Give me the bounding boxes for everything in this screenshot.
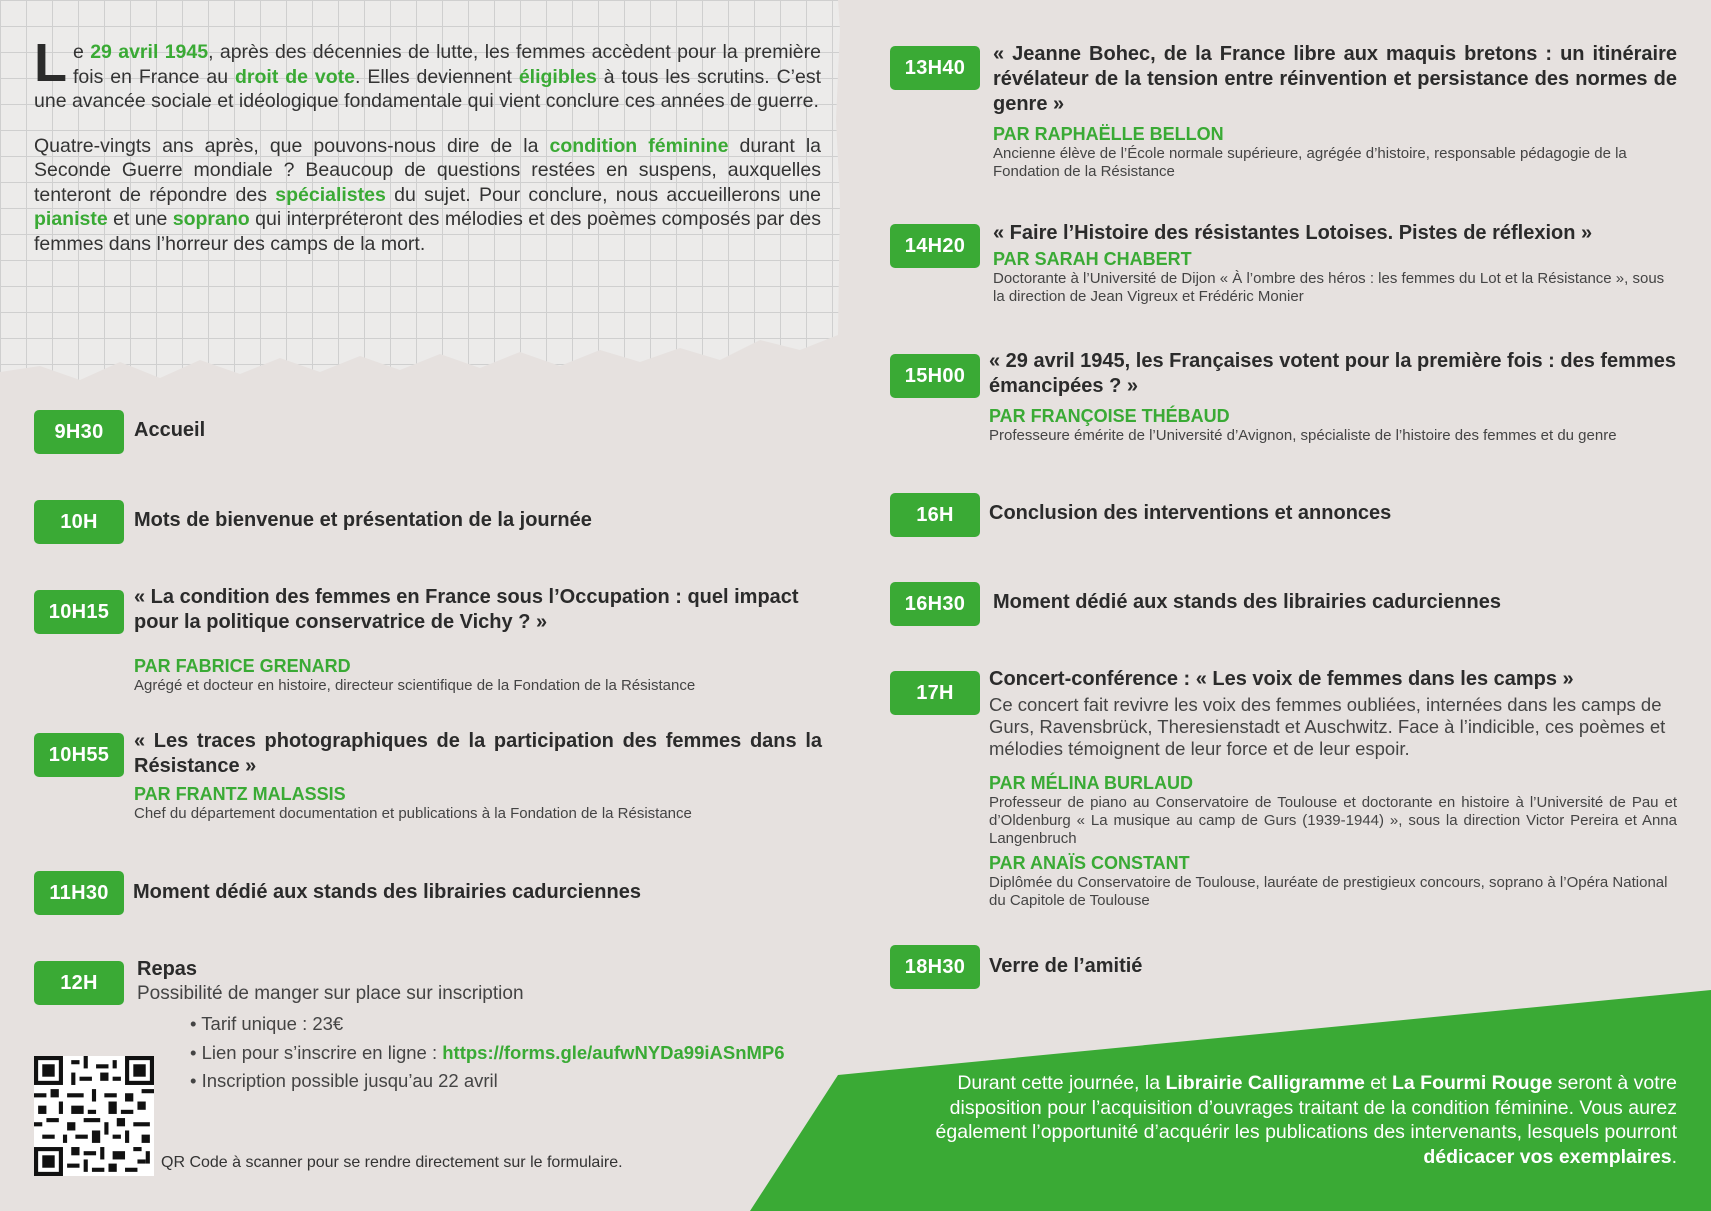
- time-badge-17h: 17H: [890, 671, 980, 715]
- agenda-item-17h: [989, 667, 1677, 910]
- agenda-title: « Faire l’Histoire des résistantes Lotoises. Pistes de réflexion »: [993, 222, 1593, 244]
- agenda-title: Accueil: [134, 419, 206, 441]
- agenda-title: Mots de bienvenue et présentation de la journée: [134, 509, 592, 531]
- notice-dedicace: dédicacer vos exemplaires: [1423, 1145, 1672, 1168]
- time-badge-10h: 10H: [34, 500, 124, 544]
- time-badge-10h55: 10H55: [34, 733, 124, 777]
- link-label: • Lien pour s’inscrire en ligne :: [190, 1041, 443, 1063]
- intro-p2-s4: du sujet. Pour conclure, nous accueillerons une: [385, 183, 821, 206]
- intro-p2-s1: condition féminine: [549, 134, 729, 157]
- notice-s1: Durant cette journée, la: [957, 1072, 1166, 1094]
- registration-link[interactable]: https://forms.gle/aufwNYDa99iASnMP6: [442, 1041, 785, 1063]
- time-badge-15h00: 15H00: [890, 354, 980, 398]
- time-badge-11h30: 11H30: [34, 871, 124, 915]
- intro-p1-s1: 29 avril 1945: [90, 41, 209, 63]
- intro-p2-s2: durant la Seconde Guerre mondiale ? Beaucoup de questions restées en suspens, auxquelles tenteront de répondre des: [34, 134, 821, 206]
- time-badge-16h: 16H: [890, 493, 980, 537]
- concert-description: Ce concert fait revivre les voix des femmes oubliées, internées dans les camps de Gurs, Ravensbrück, Theresienstadt et Auschwitz. Face à l’indicible, ces poèmes et mélodies témoignent de leur force et de leur espoir.: [989, 694, 1666, 759]
- agenda-title: Moment dédié aux stands des librairies cadurciennes: [133, 881, 641, 903]
- price-bullet: • Tarif unique : 23€: [190, 1013, 344, 1034]
- speaker-name: PAR SARAH CHABERT: [993, 249, 1192, 269]
- time-badge-9h30: 9H30: [34, 410, 124, 454]
- agenda-item-18h30: [989, 954, 1677, 979]
- agenda-item-16h30: [993, 590, 1677, 615]
- agenda-title: « 29 avril 1945, les Françaises votent pour la première fois : des femmes émancipées ? »: [989, 350, 1676, 397]
- notice-s2: et: [1364, 1072, 1392, 1094]
- agenda-item-11h30: [133, 880, 823, 905]
- agenda-item-10h55: [134, 729, 822, 823]
- speaker-name: PAR MÉLINA BURLAUD: [989, 773, 1193, 793]
- qr-caption: QR Code à scanner pour se rendre directement sur le formulaire.: [161, 1154, 623, 1171]
- agenda-item-16h: [989, 501, 1677, 526]
- intro-p2-s6: et une: [107, 208, 173, 230]
- link-bullet: [190, 1039, 785, 1068]
- agenda-title: Concert-conférence : « Les voix de femmes dans les camps »: [989, 668, 1574, 690]
- intro-p1-s4: . Elles deviennent: [355, 65, 519, 88]
- agenda-title: « La condition des femmes en France sous l’Occupation : quel impact pour la politique conservatrice de Vichy ? »: [134, 586, 799, 633]
- speaker-name: PAR RAPHAËLLE BELLON: [993, 124, 1224, 144]
- intro-p1-s6: à tous les scrutins. C’est une avancée sociale et idéologique fondamentale qui vient conclure ces années de guerre.: [34, 65, 822, 112]
- speaker-affiliation: Doctorante à l’Université de Dijon « À l’ombre des héros : les femmes du Lot et la Résistance », sous la direction de Jean Vigreux et Frédéric Monier: [993, 270, 1665, 305]
- time-badge-18h30: 18H30: [890, 945, 980, 989]
- agenda-item-10h: [134, 508, 824, 533]
- agenda-subtitle: Possibilité de manger sur place sur inscription: [137, 983, 524, 1004]
- speaker-name: PAR ANAÏS CONSTANT: [989, 853, 1190, 873]
- intro-p1-s5: éligibles: [518, 65, 597, 88]
- qr-code-icon[interactable]: [34, 1056, 154, 1176]
- intro-text: [34, 33, 822, 276]
- intro-p2-s3: spécialistes: [275, 183, 386, 206]
- deadline-bullet: • Inscription possible jusqu’au 22 avril: [190, 1070, 498, 1091]
- registration-info: [190, 1010, 785, 1096]
- agenda-item-12h: [137, 957, 827, 1006]
- speaker-name: PAR FRANTZ MALASSIS: [134, 784, 346, 804]
- agenda-title: Repas: [137, 958, 198, 980]
- speaker-affiliation: Agrégé et docteur en histoire, directeur scientifique de la Fondation de la Résistance: [134, 677, 696, 694]
- time-badge-10h15: 10H15: [34, 590, 124, 634]
- intro-p2-s7: soprano: [172, 208, 250, 230]
- speaker-affiliation: Ancienne élève de l’École normale supérieure, agrégée d’histoire, responsable pédagogie de la Fondation de la Résistance: [993, 145, 1627, 180]
- time-badge-16h30: 16H30: [890, 582, 980, 626]
- time-badge-12h: 12H: [34, 961, 124, 1005]
- notice-s4: .: [1671, 1145, 1677, 1168]
- intro-p2-s0: Quatre-vingts ans après, que pouvons-nous dire de la: [34, 134, 550, 157]
- time-badge-13h40: 13H40: [890, 46, 980, 90]
- agenda-item-10h15: [134, 585, 824, 695]
- intro-p1-s3: droit de vote: [235, 65, 355, 88]
- agenda-title: Conclusion des interventions et annonces: [989, 502, 1392, 524]
- agenda-title: Verre de l’amitié: [989, 955, 1143, 977]
- agenda-title: Moment dédié aux stands des librairies cadurciennes: [993, 591, 1501, 613]
- speaker-affiliation: Chef du département documentation et publications à la Fondation de la Résistance: [134, 805, 692, 822]
- intro-paragraph-1: [34, 33, 822, 114]
- agenda-title: « Les traces photographiques de la participation des femmes dans la Résistance »: [134, 730, 822, 777]
- agenda-item-9h30: [134, 418, 824, 443]
- speaker-affiliation: Professeure émérite de l’Université d’Avignon, spécialiste de l’histoire des femmes et du genre: [989, 427, 1617, 444]
- notice-s3: seront à votre disposition pour l’acquisition d’ouvrages traitant de la condition féminine. Vous aurez également l’opportunité d’acquérir les publications des intervenants, lesquels pourront: [935, 1072, 1677, 1143]
- speaker-affiliation: Professeur de piano au Conservatoire de Toulouse et doctorante en histoire à l’Université de Pau et d’Oldenburg « La musique au camp de Gurs (1939-1944) », sous la direction Victor Pereira et Anna Langenbruch: [989, 794, 1677, 847]
- intro-p2-s8: qui interpréteront des mélodies et des poèmes composés par des femmes dans l’horreur des camps de la mort.: [34, 208, 821, 255]
- speaker-name: PAR FABRICE GRENARD: [134, 656, 351, 676]
- drop-cap: L: [34, 33, 67, 93]
- bookshop-notice: [897, 1071, 1677, 1169]
- speaker-name: PAR FRANÇOISE THÉBAUD: [989, 406, 1230, 426]
- intro-p1-s2: , après des décennies de lutte, les femmes accèdent pour la première fois en France au: [73, 41, 821, 88]
- agenda-title: « Jeanne Bohec, de la France libre aux maquis bretons : un itinéraire révélateur de la tension entre réinvention et persistance des normes de genre »: [993, 43, 1677, 115]
- agenda-item-14h20: [993, 221, 1677, 306]
- speaker-affiliation: Diplômée du Conservatoire de Toulouse, lauréate de prestigieux concours, soprano à l’Opéra National du Capitole de Toulouse: [989, 874, 1668, 909]
- bookshop-fourmi-rouge: La Fourmi Rouge: [1392, 1072, 1553, 1094]
- bookshop-calligramme: Librairie Calligramme: [1165, 1072, 1365, 1094]
- time-badge-14h20: 14H20: [890, 224, 980, 268]
- intro-paragraph-2: [34, 134, 821, 257]
- intro-p2-s5: pianiste: [34, 208, 108, 230]
- agenda-item-15h00: [989, 349, 1677, 445]
- agenda-item-13h40: [993, 42, 1677, 181]
- intro-p1-s0: e: [73, 41, 91, 63]
